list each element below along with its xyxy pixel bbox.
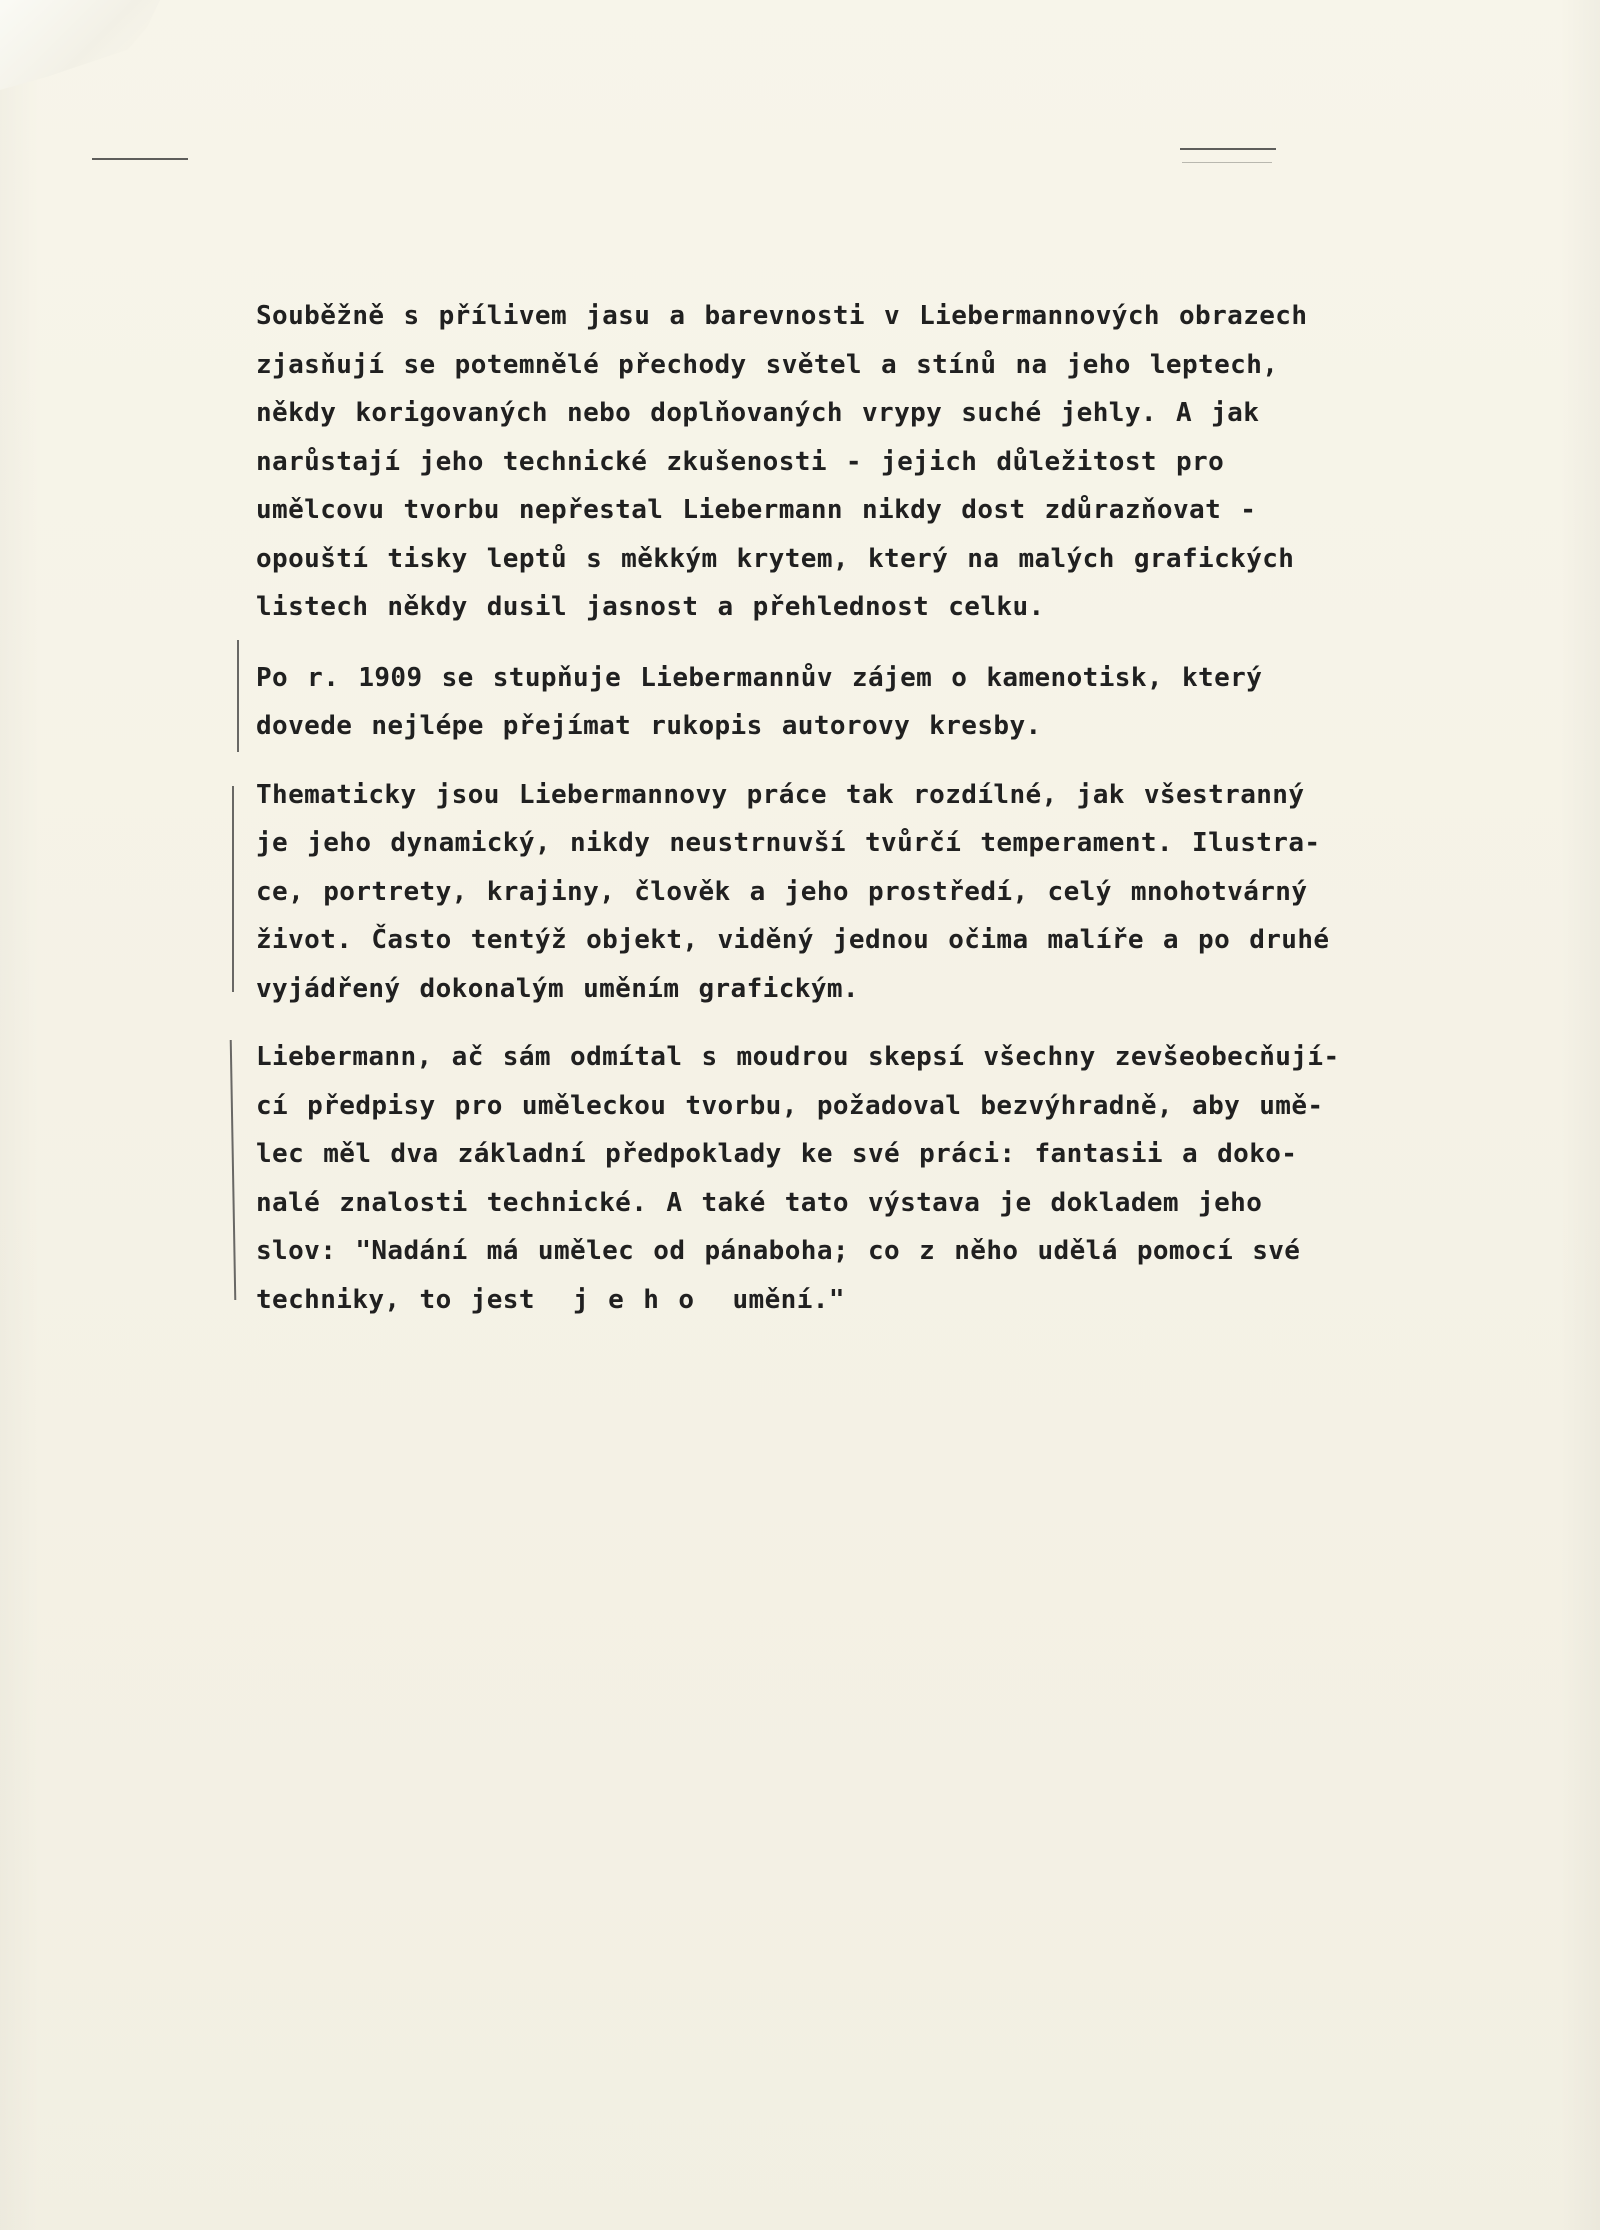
document-body — [256, 292, 1506, 1324]
top-right-mark — [1180, 148, 1276, 150]
text-line: listech někdy dusil jasnost a přehlednost celku. — [256, 592, 1045, 622]
text-line: dovede nejlépe přejímat rukopis autorovy kresby. — [256, 711, 1042, 741]
text-line: někdy korigovaných nebo doplňovaných vrypy suché jehly. A jak — [256, 398, 1260, 428]
top-left-mark — [92, 158, 188, 160]
paragraph-2 — [256, 654, 1506, 751]
paragraph-4 — [256, 1033, 1506, 1324]
text-line: cí předpisy pro uměleckou tvorbu, požadoval bezvýhradně, aby umě- — [256, 1090, 1324, 1121]
margin-bar — [237, 640, 239, 752]
text-line: slov: "Nadání má umělec od pánaboha; co z něho udělá pomocí své — [256, 1236, 1301, 1266]
torn-corner — [0, 0, 160, 90]
text-line: narůstají jeho technické zkušenosti - jejich důležitost pro — [256, 446, 1225, 477]
text-line: nalé znalosti technické. A také tato výstava je dokladem jeho — [256, 1187, 1263, 1218]
margin-bar — [232, 786, 234, 992]
text-line: Liebermann, ač sám odmítal s moudrou skepsí všechny zevšeobecňují- — [256, 1042, 1340, 1072]
top-right-faint-mark — [1182, 162, 1272, 163]
text-line: ce, portrety, krajiny, člověk a jeho prostředí, celý mnohotvárný — [256, 876, 1308, 907]
paragraph-1 — [256, 292, 1506, 632]
text-line: opouští tisky leptů s měkkým krytem, který na malých grafických — [256, 543, 1295, 574]
paragraph-3 — [256, 771, 1506, 1014]
text-line: vyjádřený dokonalým uměním grafickým. — [256, 973, 859, 1004]
margin-bar — [230, 1040, 237, 1300]
text-line: život. Často tentýž objekt, viděný jednou očima malíře a po druhé — [256, 925, 1330, 955]
text-line: umělcovu tvorbu nepřestal Liebermann nikdy dost zdůrazňovat - — [256, 495, 1257, 525]
text-line: Po r. 1909 se stupňuje Liebermannův zájem o kamenotisk, který — [256, 662, 1263, 693]
text-line: techniky, to jest j e h o umění." — [256, 1284, 845, 1315]
text-line: lec měl dva základní předpoklady ke své práci: fantasii a doko- — [256, 1139, 1298, 1169]
text-line: zjasňují se potemnělé přechody světel a stínů na jeho leptech, — [256, 349, 1279, 380]
text-line: Thematicky jsou Liebermannovy práce tak rozdílné, jak všestranný — [256, 779, 1305, 810]
text-line: je jeho dynamický, nikdy neustrnuvší tvůrčí temperament. Ilustra- — [256, 828, 1321, 858]
text-line: Souběžně s přílivem jasu a barevnosti v Liebermannových obrazech — [256, 301, 1308, 331]
